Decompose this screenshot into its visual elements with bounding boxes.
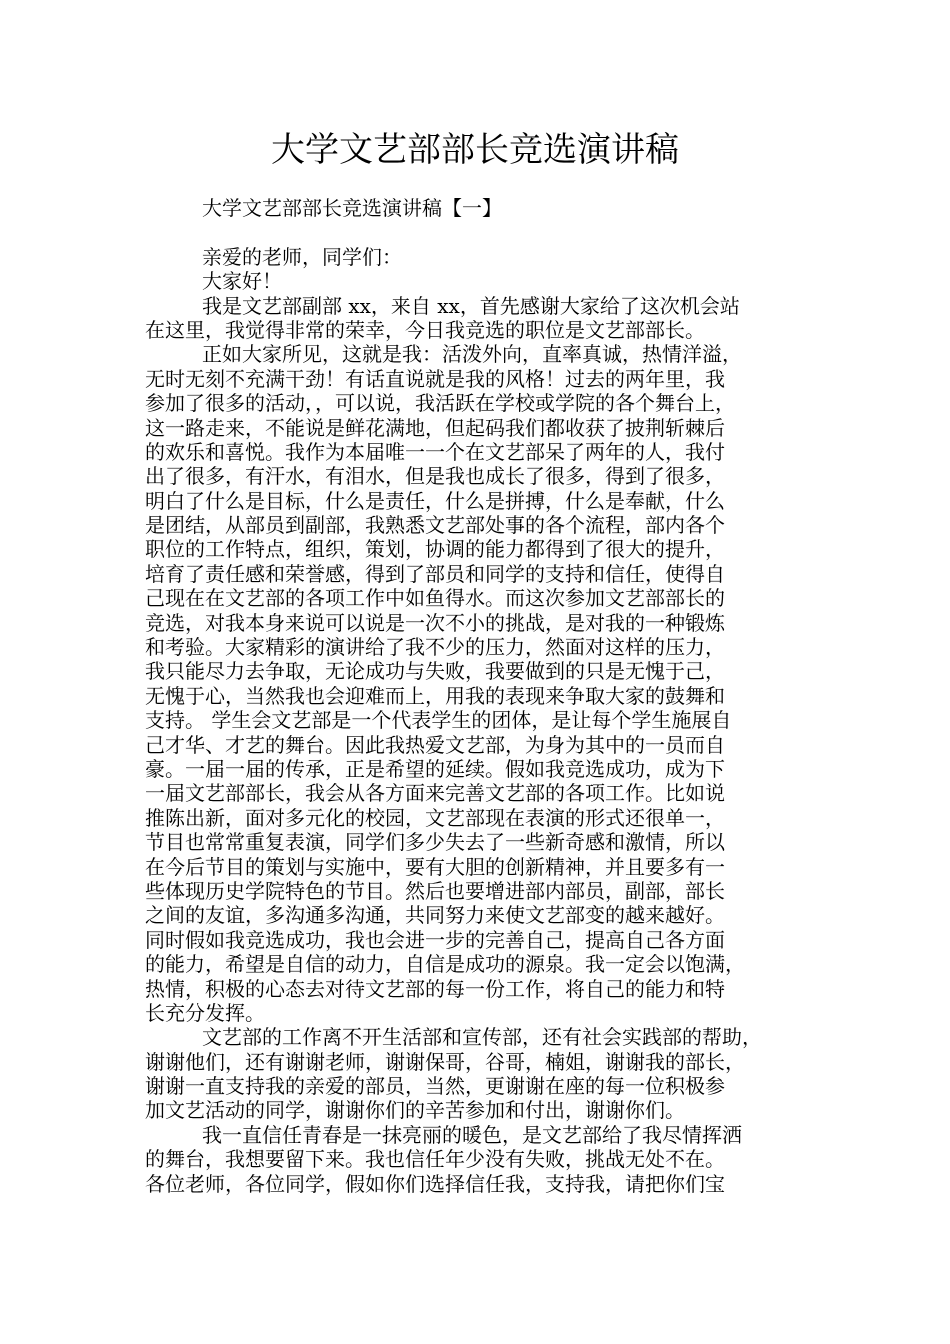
paragraph-line: 之间的友谊，多沟通多沟通，共同努力来使文艺部变的越来越好。 xyxy=(145,903,725,928)
document-body xyxy=(145,196,825,1196)
paragraph-line: 推陈出新，面对多元化的校园，文艺部现在表演的形式还很单一， xyxy=(145,805,725,830)
paragraph-line: 节目也常常重复表演，同学们多少失去了一些新奇感和激情，所以 xyxy=(145,830,725,855)
document-title: 大学文艺部部长竞选演讲稿 xyxy=(271,130,679,170)
paragraph-line: 正如大家所见，这就是我：活泼外向，直率真诚，热情洋溢， xyxy=(202,342,742,367)
paragraph-line: 和考验。大家精彩的演讲给了我不少的压力，然面对这样的压力， xyxy=(145,635,725,660)
paragraph-line: 各位老师，各位同学，假如你们选择信任我，支持我，请把你们宝 xyxy=(145,1171,725,1196)
paragraph-line: 的能力，希望是自信的动力，自信是成功的源泉。我一定会以饱满， xyxy=(145,952,745,977)
paragraph-line: 出了很多，有汗水，有泪水，但是我也成长了很多，得到了很多， xyxy=(145,464,725,489)
paragraph-line: 谢谢他们，还有谢谢老师，谢谢保哥，谷哥，楠姐，谢谢我的部长， xyxy=(145,1049,745,1074)
paragraph-line: 的舞台，我想要留下来。我也信任年少没有失败，挑战无处不在。 xyxy=(145,1147,725,1172)
paragraph-line: 己现在在文艺部的各项工作中如鱼得水。而这次参加文艺部部长的 xyxy=(145,586,725,611)
paragraph-line: 支持。 学生会文艺部是一个代表学生的团体，是让每个学生施展自 xyxy=(145,708,732,733)
paragraph-line: 无时无刻不充满干劲！有话直说就是我的风格！过去的两年里，我 xyxy=(145,366,725,391)
paragraph-line: 谢谢一直支持我的亲爱的部员，当然，更谢谢在座的每一位积极参 xyxy=(145,1074,725,1099)
paragraph-line: 明白了什么是目标，什么是责任，什么是拼搏，什么是奉献，什么 xyxy=(145,488,725,513)
paragraph-line: 的欢乐和喜悦。我作为本届唯一一个在文艺部呆了两年的人，我付 xyxy=(145,439,725,464)
paragraph-line: 豪。一届一届的传承，正是希望的延续。假如我竞选成功，成为下 xyxy=(145,756,725,781)
paragraph-line: 职位的工作特点，组织，策划，协调的能力都得到了很大的提升， xyxy=(145,537,725,562)
section-subtitle: 大学文艺部部长竞选演讲稿【一】 xyxy=(202,196,502,220)
paragraph-line: 长充分发挥。 xyxy=(145,1000,265,1025)
paragraph-line: 我一直信任青春是一抹亮丽的暖色，是文艺部给了我尽情挥洒 xyxy=(202,1122,742,1147)
paragraph-line: 热情，积极的心态去对待文艺部的每一份工作，将自己的能力和特 xyxy=(145,976,725,1001)
paragraph-line: 在这里，我觉得非常的荣幸，今日我竞选的职位是文艺部部长。 xyxy=(145,317,705,342)
paragraph-line: 这一路走来，不能说是鲜花满地，但起码我们都收获了披荆斩棘后 xyxy=(145,415,725,440)
blank-line xyxy=(145,220,825,244)
paragraph-line: 己才华、才艺的舞台。因此我热爱文艺部，为身为其中的一员而自 xyxy=(145,732,725,757)
paragraph-line: 培育了责任感和荣誉感，得到了部员和同学的支持和信任，使得自 xyxy=(145,561,725,586)
paragraph-line: 一届文艺部部长，我会从各方面来完善文艺部的各项工作。比如说 xyxy=(145,781,725,806)
greeting-line: 大家好！ xyxy=(202,269,282,294)
paragraph-line: 无愧于心，当然我也会迎难而上，用我的表现来争取大家的鼓舞和 xyxy=(145,683,725,708)
paragraph-line: 文艺部的工作离不开生活部和宣传部，还有社会实践部的帮助， xyxy=(202,1025,762,1050)
paragraph-line: 参加了很多的活动，，可以说，我活跃在学校或学院的各个舞台上， xyxy=(145,391,735,416)
greeting-line: 亲爱的老师，同学们： xyxy=(202,244,402,269)
paragraph-line: 在今后节目的策划与实施中，要有大胆的创新精神，并且要多有一 xyxy=(145,854,725,879)
paragraph-line: 加文艺活动的同学，谢谢你们的辛苦参加和付出，谢谢你们。 xyxy=(145,1098,685,1123)
paragraph-line: 些体现历史学院特色的节目。然后也要增进部内部员，副部，部长 xyxy=(145,878,725,903)
paragraph-line: 是团结，从部员到副部，我熟悉文艺部处事的各个流程，部内各个 xyxy=(145,513,725,538)
paragraph-line: 我只能尽力去争取，无论成功与失败，我要做到的只是无愧于己， xyxy=(145,659,725,684)
paragraph-line: 竞选，对我本身来说可以说是一次不小的挑战，是对我的一种锻炼 xyxy=(145,610,725,635)
paragraph-line: 同时假如我竞选成功，我也会进一步的完善自己，提高自己各方面 xyxy=(145,927,725,952)
paragraph-line: 我是文艺部副部 xx，来自 xx，首先感谢大家给了这次机会站 xyxy=(202,293,740,318)
